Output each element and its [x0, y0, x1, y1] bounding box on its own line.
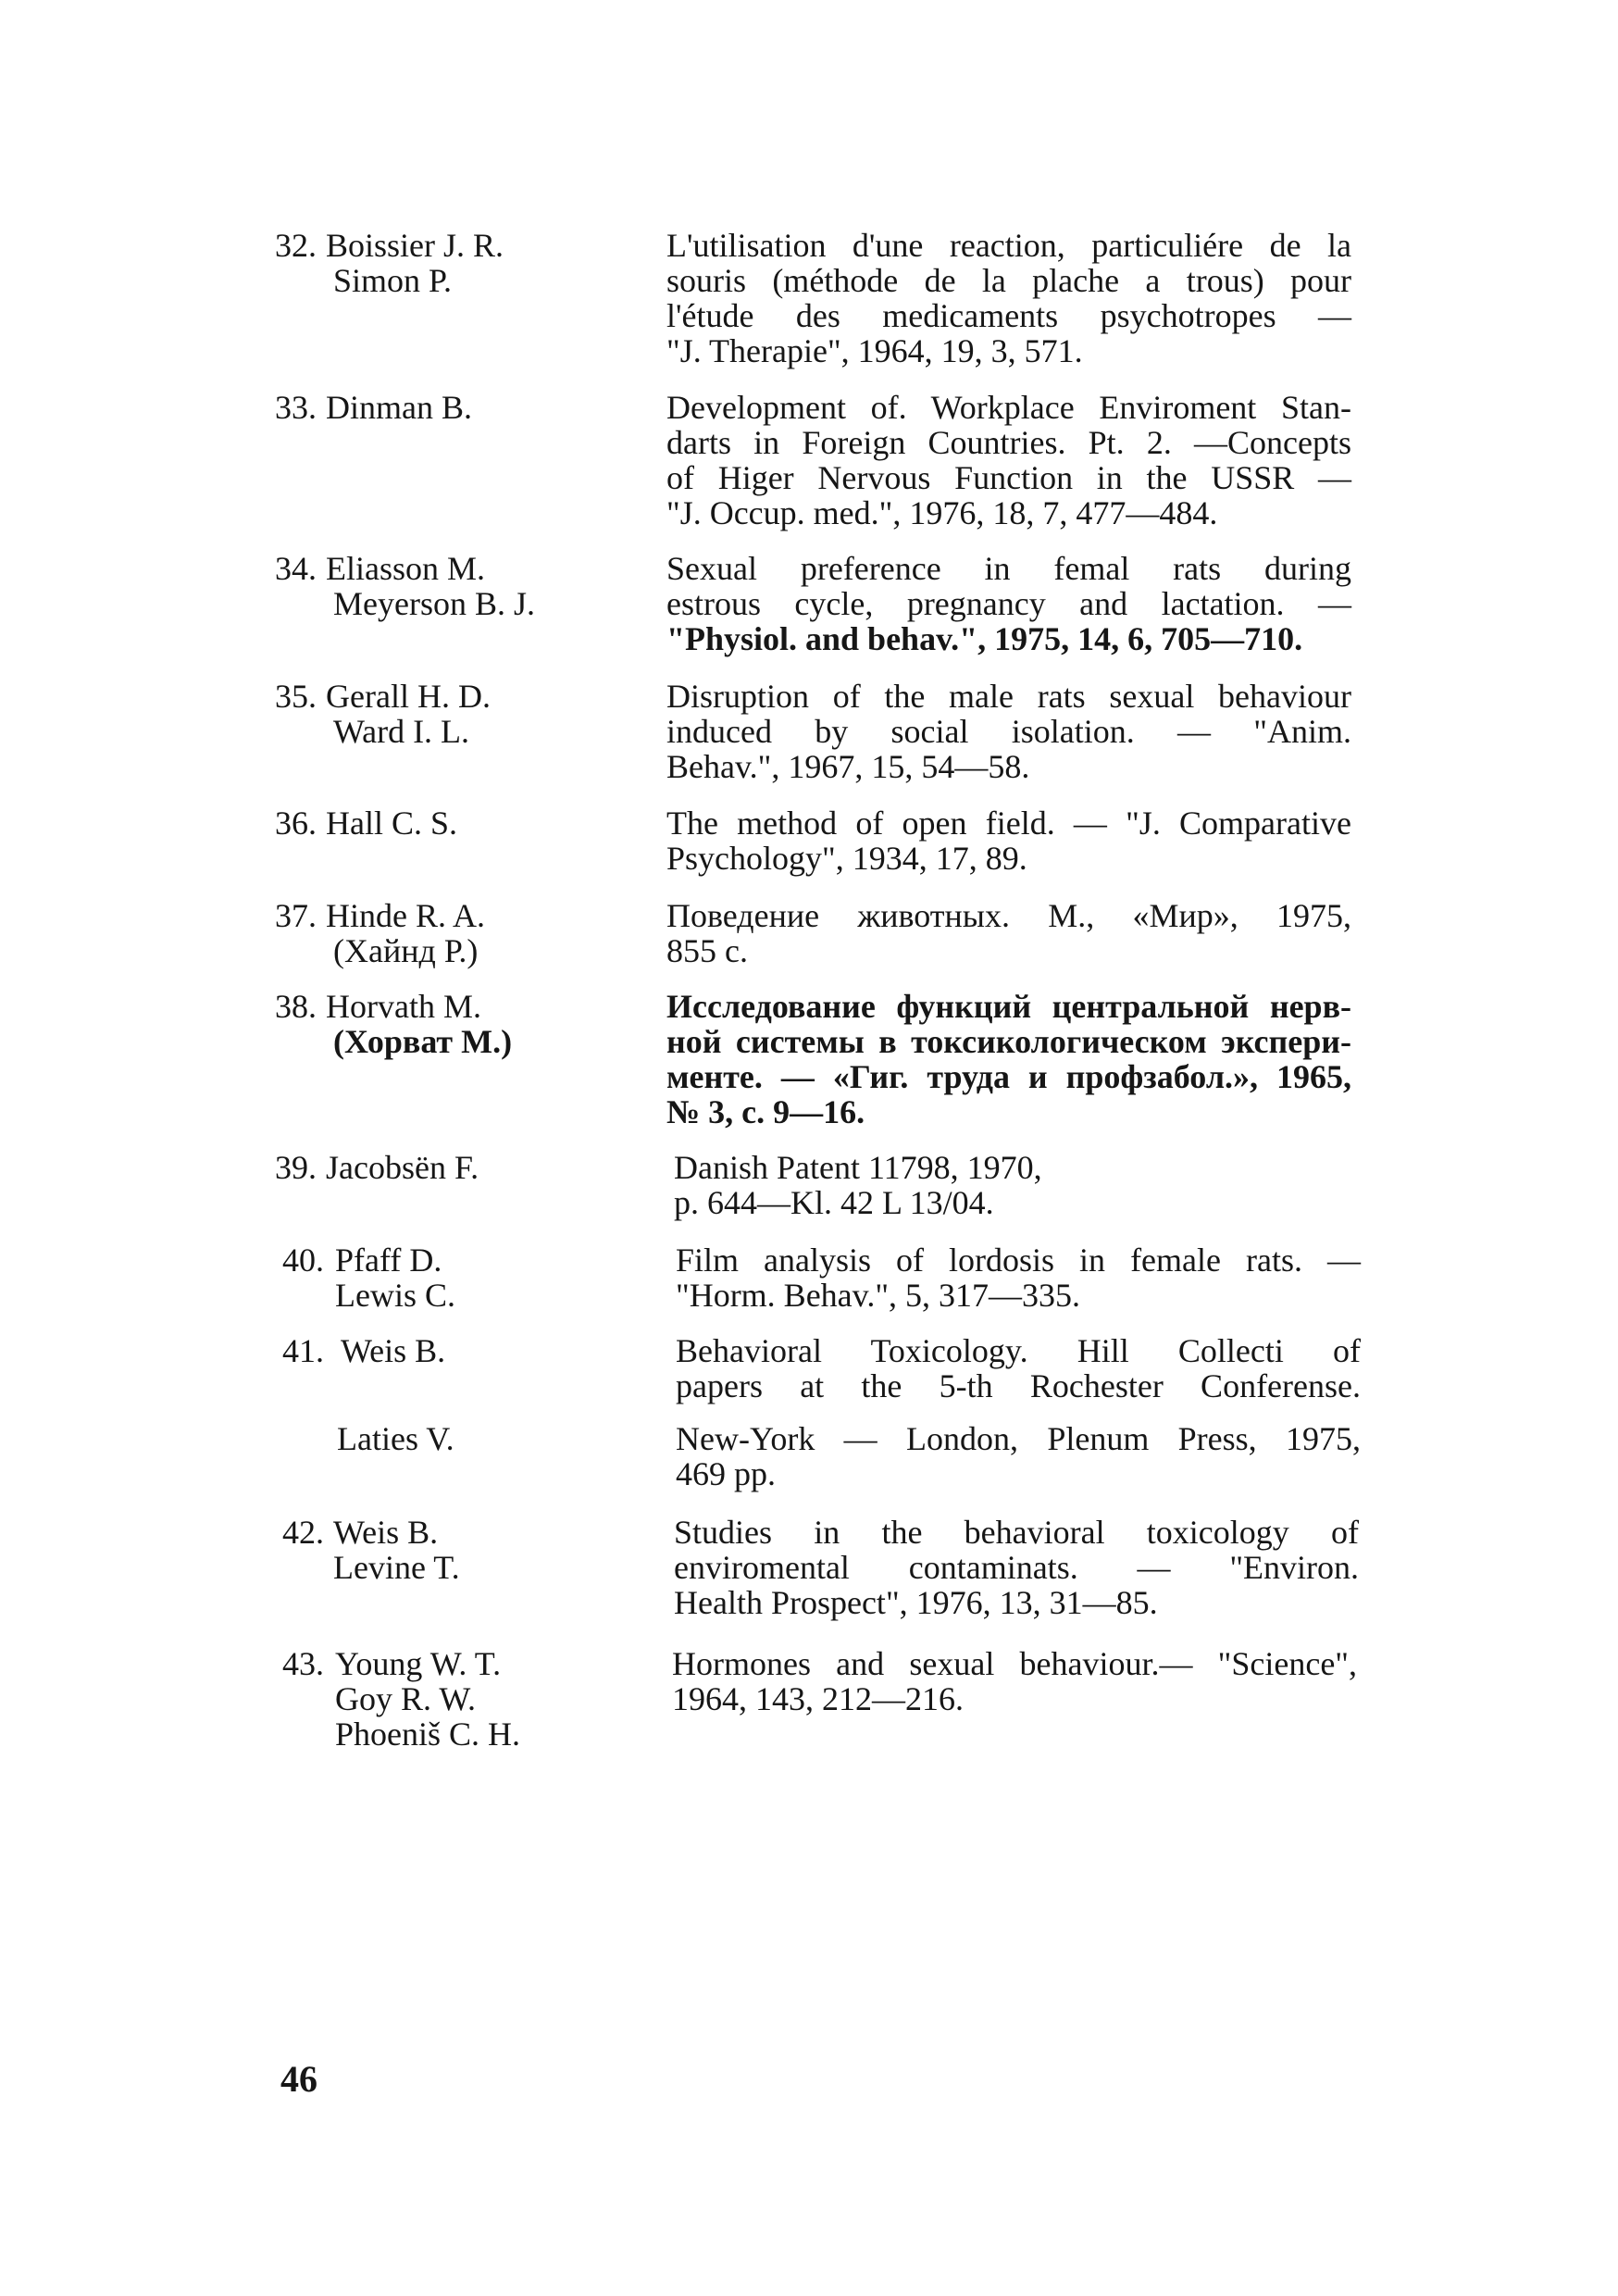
author: Weis B.: [333, 1514, 439, 1551]
reference-line: Hormones and sexual behaviour.— "Science",: [672, 1645, 1357, 1682]
author: Eliasson M.: [326, 550, 486, 587]
reference-line: Danish Patent 11798, 1970,: [674, 1149, 1042, 1186]
reference-line: № 3, с. 9—16.: [666, 1093, 865, 1130]
page-number: 46: [280, 2058, 317, 2100]
reference-line: Behavioral Toxicology. Hill Collecti of: [676, 1332, 1361, 1369]
reference-line: The method of open field. — "J. Comparative: [666, 805, 1351, 842]
reference-line: Health Prospect", 1976, 13, 31—85.: [674, 1584, 1158, 1621]
reference-line: Studies in the behavioral toxicology of: [674, 1514, 1359, 1551]
author: Pfaff D.: [335, 1242, 442, 1279]
entry-number: 43.: [282, 1645, 324, 1682]
reference-line: Behav.", 1967, 15, 54—58.: [666, 748, 1030, 785]
entry-authors: [326, 805, 659, 841]
author: Boissier J. R.: [326, 227, 504, 264]
author: Phoeniš C. H.: [335, 1716, 521, 1753]
entry-reference: [666, 679, 1351, 784]
reference-line: estrous cycle, pregnancy and lactation. —: [666, 585, 1351, 622]
author: Hinde R. A.: [326, 897, 486, 934]
author: Goy R. W.: [335, 1680, 477, 1717]
entry-reference: [666, 898, 1351, 968]
entry-reference: [674, 1515, 1359, 1620]
entry-reference: [676, 1333, 1361, 1404]
author: Young W. T.: [335, 1645, 502, 1682]
entry-number: 42.: [282, 1514, 324, 1551]
entry-reference: [672, 1646, 1357, 1716]
reference-line: "J. Occup. med.", 1976, 18, 7, 477—484.: [666, 494, 1218, 531]
reference-line: "Horm. Behav.", 5, 317—335.: [676, 1277, 1081, 1314]
author: Weis B.: [341, 1332, 446, 1369]
entry-authors: [326, 679, 659, 749]
reference-line: L'utilisation d'une reaction, particuliére de la: [666, 227, 1351, 264]
reference-line: darts in Foreign Countries. Pt. 2. —Concepts: [666, 424, 1351, 461]
author: (Хорват М.): [333, 1023, 513, 1060]
reference-line: Psychology", 1934, 17, 89.: [666, 840, 1027, 877]
entry-authors: [326, 551, 659, 621]
reference-line: Исследование функций центральной нерв-: [666, 988, 1351, 1025]
entry-authors: [335, 1646, 668, 1752]
entry-number: 39.: [275, 1149, 317, 1186]
author: Gerall H. D.: [326, 678, 491, 715]
entry-number: 34.: [275, 550, 317, 587]
entry-reference: [666, 551, 1351, 656]
entry-number: 35.: [275, 678, 317, 715]
reference-line: Поведение животных. М., «Мир», 1975,: [666, 897, 1351, 934]
entry-reference: [666, 805, 1351, 876]
author: Jacobsën F.: [326, 1149, 479, 1186]
reference-line: p. 644—Kl. 42 L 13/04.: [674, 1184, 994, 1221]
entry-authors: [326, 989, 659, 1059]
entry-number: 37.: [275, 897, 317, 934]
entry-reference: [674, 1150, 1359, 1220]
entry-reference: [676, 1421, 1361, 1491]
entry-number: 33.: [275, 389, 317, 426]
reference-line: 855 с.: [666, 932, 748, 969]
author: Simon P.: [333, 262, 453, 299]
entry-reference: [676, 1242, 1361, 1313]
entry-number: 41.: [282, 1332, 324, 1369]
entry-authors: [326, 898, 659, 968]
author: Ward I. L.: [333, 713, 470, 750]
reference-line: ной системы в токсикологическом экспери-: [666, 1023, 1351, 1060]
entry-reference: [666, 390, 1351, 530]
entry-number: 40.: [282, 1242, 324, 1279]
author: (Хайнд Р.): [333, 932, 479, 969]
entry-authors: [326, 390, 659, 425]
entry-authors: [326, 228, 659, 298]
entry-authors: [337, 1421, 670, 1456]
author: Hall C. S.: [326, 805, 458, 842]
entry-authors: [341, 1333, 674, 1368]
entry-number: 36.: [275, 805, 317, 842]
reference-line: "J. Therapie", 1964, 19, 3, 571.: [666, 332, 1083, 369]
reference-line: Development of. Workplace Enviroment Stan-: [666, 389, 1351, 426]
author: Dinman B.: [326, 389, 472, 426]
reference-line: Sexual preference in femal rats during: [666, 550, 1351, 587]
reference-line: enviromental contaminats. — "Environ.: [674, 1549, 1359, 1586]
reference-line: Disruption of the male rats sexual behaviour: [666, 678, 1351, 715]
entry-number: 38.: [275, 988, 317, 1025]
entry-number: 32.: [275, 227, 317, 264]
entry-reference: [666, 989, 1351, 1129]
reference-line: Film analysis of lordosis in female rats. —: [676, 1242, 1361, 1279]
author: Meyerson B. J.: [333, 585, 535, 622]
reference-line: induced by social isolation. — "Anim.: [666, 713, 1351, 750]
reference-line: "Physiol. and behav.", 1975, 14, 6, 705—710.: [666, 620, 1303, 657]
entry-authors: [333, 1515, 666, 1585]
author: Laties V.: [337, 1420, 454, 1457]
author: Lewis C.: [335, 1277, 455, 1314]
entry-reference: [666, 228, 1351, 368]
reference-line: papers at the 5-th Rochester Conferense.: [676, 1367, 1361, 1404]
reference-line: souris (méthode de la plache a trous) pour: [666, 262, 1351, 299]
entry-authors: [326, 1150, 659, 1185]
entry-authors: [335, 1242, 668, 1313]
author: Levine T.: [333, 1549, 460, 1586]
author: Horvath M.: [326, 988, 481, 1025]
reference-line: менте. — «Гиг. труда и профзабол.», 1965,: [666, 1058, 1351, 1095]
reference-line: of Higer Nervous Function in the USSR —: [666, 459, 1351, 496]
reference-line: 469 pp.: [676, 1455, 776, 1492]
reference-line: l'étude des medicaments psychotropes —: [666, 297, 1351, 334]
reference-line: New-York — London, Plenum Press, 1975,: [676, 1420, 1361, 1457]
reference-line: 1964, 143, 212—216.: [672, 1680, 964, 1717]
